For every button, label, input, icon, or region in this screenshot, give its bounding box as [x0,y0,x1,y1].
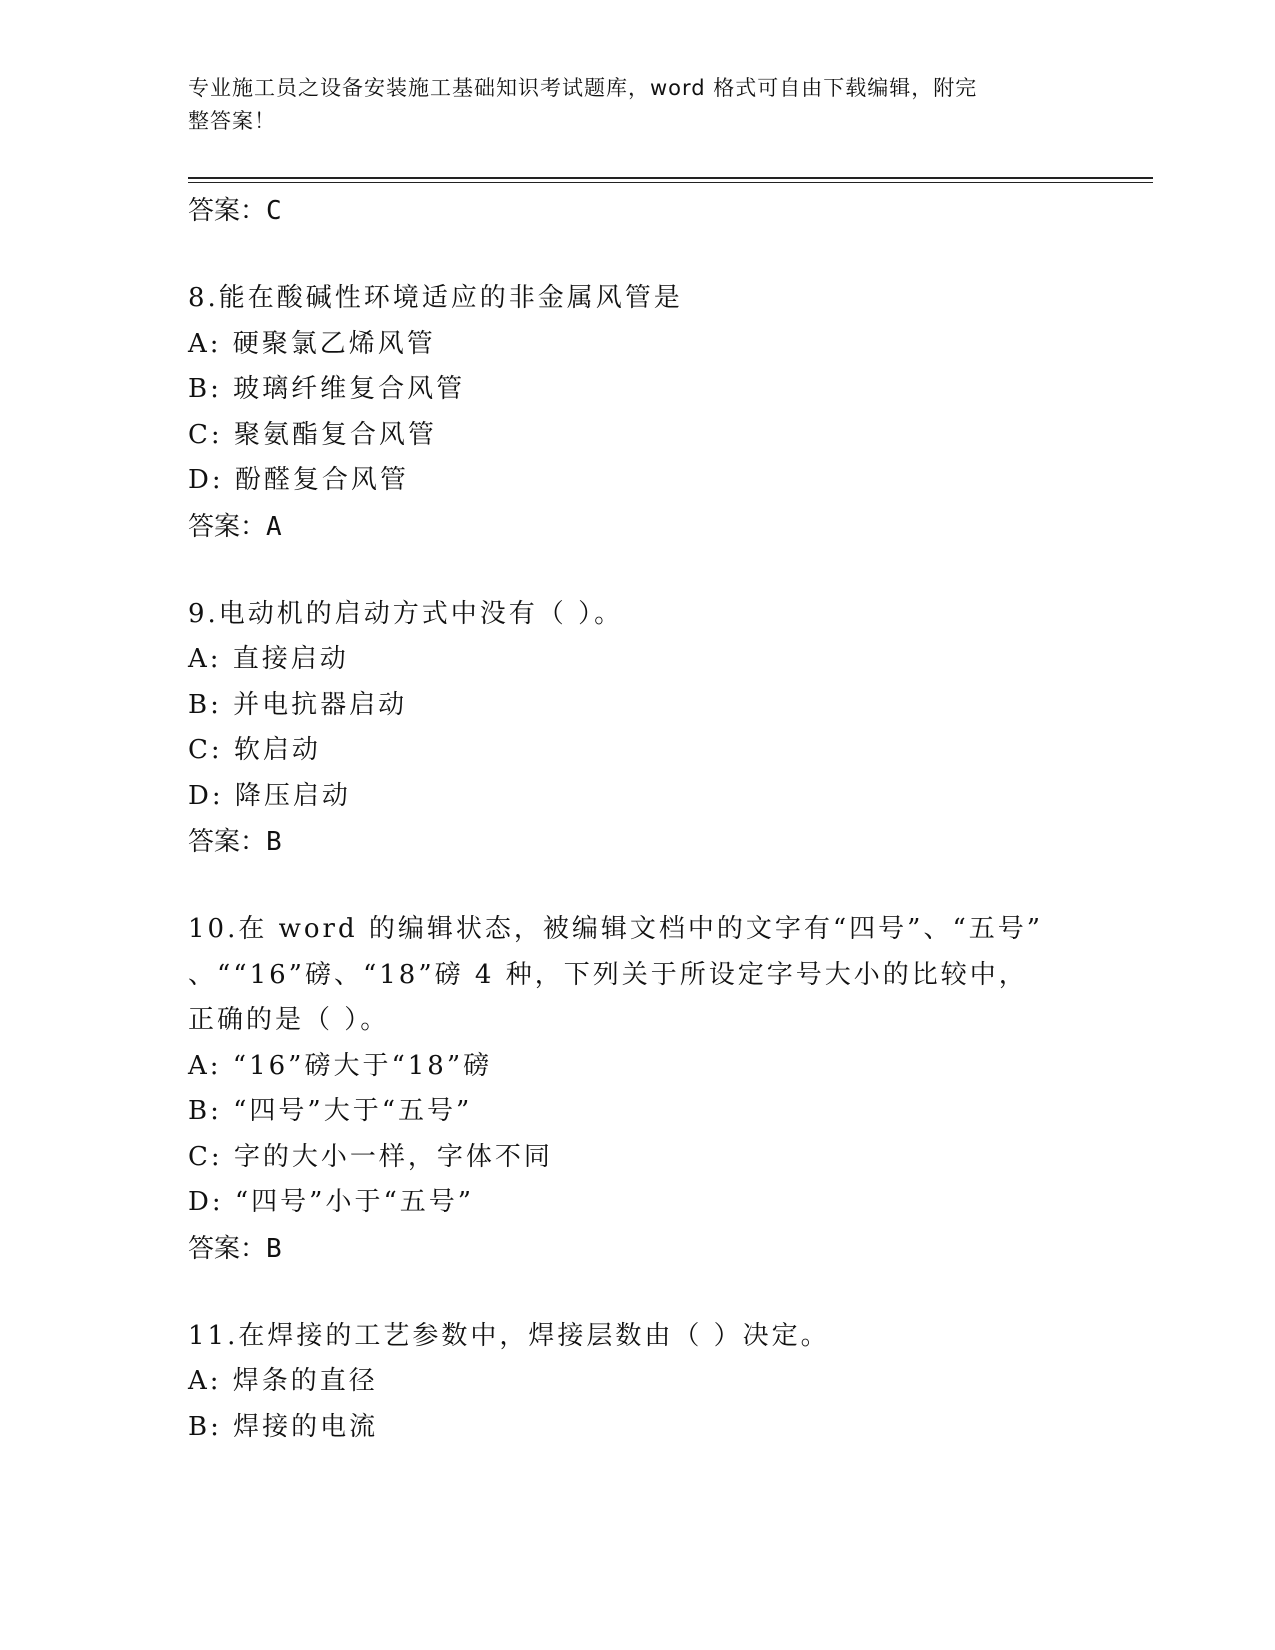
answer-line [188,819,1088,865]
question-text: 11.在焊接的工艺参数中，焊接层数由（ ）决定。 [188,1320,830,1351]
question-text: 9.电动机的启动方式中没有（ ）。 [188,598,624,629]
option-a: A: 直接启动 [188,644,349,674]
answer-label: 答案： [188,1233,267,1264]
question-11 [188,1314,1088,1451]
option-d: D: “四号”小于“五号” [188,1187,475,1217]
answer-value: A [266,511,282,542]
question-text: 8.能在酸碱性环境适应的非金属风管是 [188,283,683,313]
document-body [188,188,1088,1450]
option-c: C: 聚氨酯复合风管 [188,419,437,450]
option-d: D: 降压启动 [188,780,351,811]
answer-label: 答案： [188,827,267,857]
answer-line [188,504,1088,550]
page-header [188,72,1068,138]
answer-value: B [266,827,282,857]
header-divider-thin [188,182,1153,183]
option-b: B: 并电抗器启动 [188,689,408,720]
answer-line [188,1226,1088,1272]
question-9 [188,592,1088,866]
option-a: A: 硬聚氯乙烯风管 [188,328,436,359]
answer-value: B [266,1233,282,1264]
question-8 [188,276,1088,550]
answer-label: 答案： [188,196,267,226]
question-text-line-3: 正确的是（ ）。 [188,1005,390,1035]
answer-label: 答案： [188,511,267,542]
option-a: A: “16”磅大于“18”磅 [188,1050,493,1081]
answer-line [188,188,1088,234]
question-text-line-1: 10.在 word 的编辑状态，被编辑文档中的文字有“四号”、“五号” [188,914,1044,944]
option-b: B: 玻璃纤维复合风管 [188,374,466,404]
option-b: B: “四号”大于“五号” [188,1096,473,1126]
option-d: D: 酚醛复合风管 [188,465,409,495]
option-b: B: 焊接的电流 [188,1411,379,1442]
option-a: A: 焊条的直径 [188,1366,378,1396]
header-divider-thick [188,177,1153,179]
header-line-1: 专业施工员之设备安装施工基础知识考试题库，word 格式可自由下载编辑，附完 [188,76,978,100]
question-10 [188,907,1088,1272]
question-text-line-2: 、““16”磅、“18”磅 4 种，下列关于所设定字号大小的比较中， [188,959,1028,990]
option-c: C: 字的大小一样，字体不同 [188,1141,553,1172]
header-line-2: 整答案！ [188,109,276,133]
option-c: C: 软启动 [188,735,321,765]
answer-value: C [266,196,282,226]
